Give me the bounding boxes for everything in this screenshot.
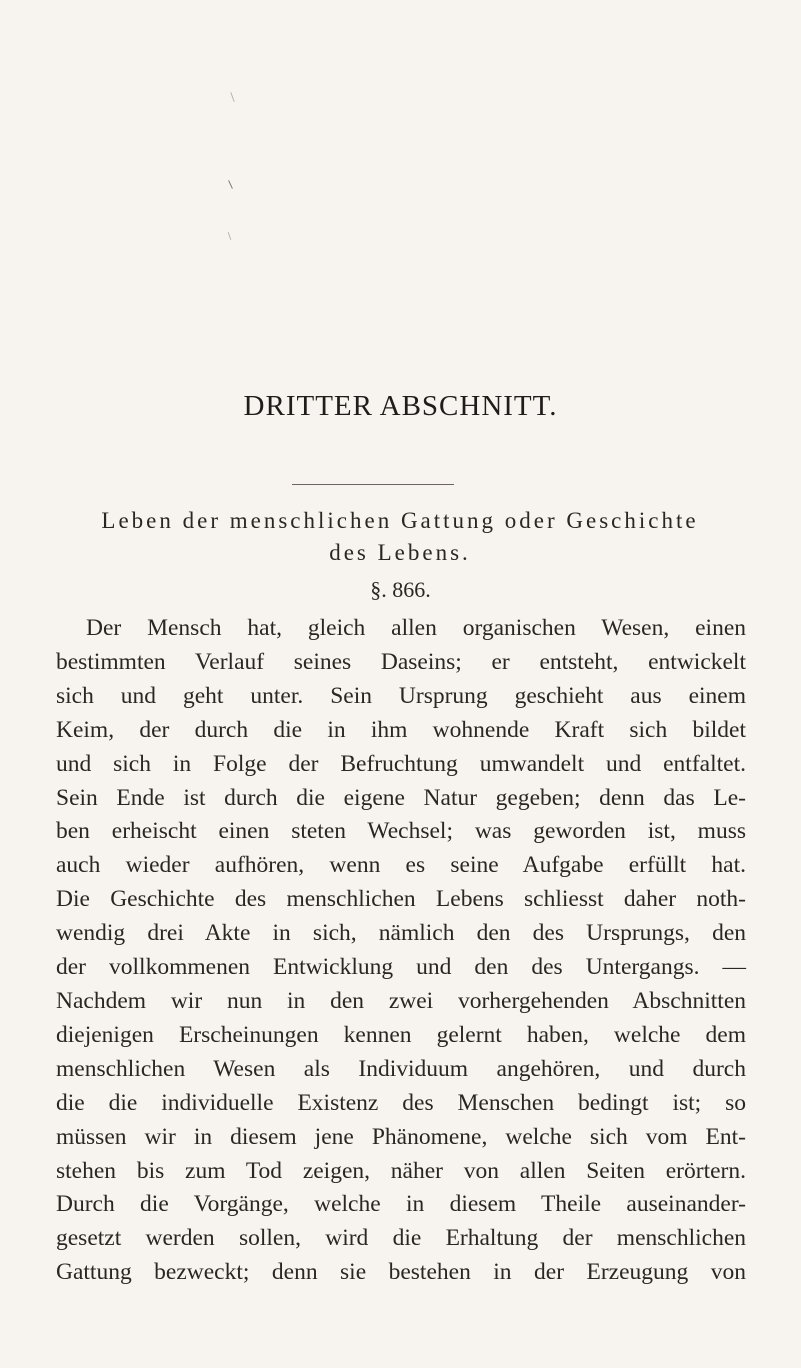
title-divider [292, 484, 454, 485]
text-line: der vollkommenen Entwicklung und den des Untergangs. — [56, 954, 746, 981]
chapter-heading-line-1: Leben der menschlichen Gattung oder Geschichte [101, 508, 699, 533]
paper-mark [228, 232, 232, 240]
text-line: Gattung bezweckt; denn sie bestehen in der Erzeugung von [56, 1259, 746, 1286]
text-line: müssen wir in diesem jene Phänomene, welche sich vom Ent- [56, 1123, 746, 1150]
text-line: Keim, der durch die in ihm wohnende Kraft sich bildet [56, 716, 746, 743]
text-line: gesetzt werden sollen, wird die Erhaltung der menschlichen [56, 1225, 746, 1252]
text-line: ben erheischt einen steten Wechsel; was geworden ist, muss [56, 818, 746, 845]
text-line: Nachdem wir nun in den zwei vorhergehenden Abschnitten [56, 987, 746, 1014]
paragraph-number: §. 866. [370, 577, 431, 602]
paper-mark [228, 180, 233, 189]
text-line: Die Geschichte des menschlichen Lebens schliesst daher noth- [56, 886, 746, 913]
paper-mark [230, 92, 234, 102]
text-line: auch wieder aufhören, wenn es seine Aufgabe erfüllt hat. [56, 852, 746, 879]
text-line: sich und geht unter. Sein Ursprung geschieht aus einem [56, 682, 746, 709]
text-line: stehen bis zum Tod zeigen, näher von allen Seiten erörtern. [56, 1157, 746, 1184]
body-text [56, 612, 746, 1290]
text-line: menschlichen Wesen als Individuum angehören, und durch [56, 1055, 746, 1082]
text-line: bestimmten Verlauf seines Daseins; er entsteht, entwickelt [56, 648, 746, 675]
text-line: Durch die Vorgänge, welche in diesem Theile auseinander- [56, 1191, 746, 1218]
text-line: die die individuelle Existenz des Menschen bedingt ist; so [56, 1089, 746, 1116]
section-title: DRITTER ABSCHNITT. [243, 390, 558, 422]
text-line: Der Mensch hat, gleich allen organischen Wesen, einen [86, 615, 746, 641]
text-line: und sich in Folge der Befruchtung umwandelt und entfaltet. [56, 750, 746, 777]
text-line: wendig drei Akte in sich, nämlich den des Ursprungs, den [56, 920, 746, 947]
text-line: Sein Ende ist durch die eigene Natur gegeben; denn das Le- [56, 784, 746, 811]
chapter-heading-line-2: des Lebens. [329, 540, 471, 565]
chapter-heading [60, 505, 740, 569]
text-line: diejenigen Erscheinungen kennen gelernt haben, welche dem [56, 1021, 746, 1048]
